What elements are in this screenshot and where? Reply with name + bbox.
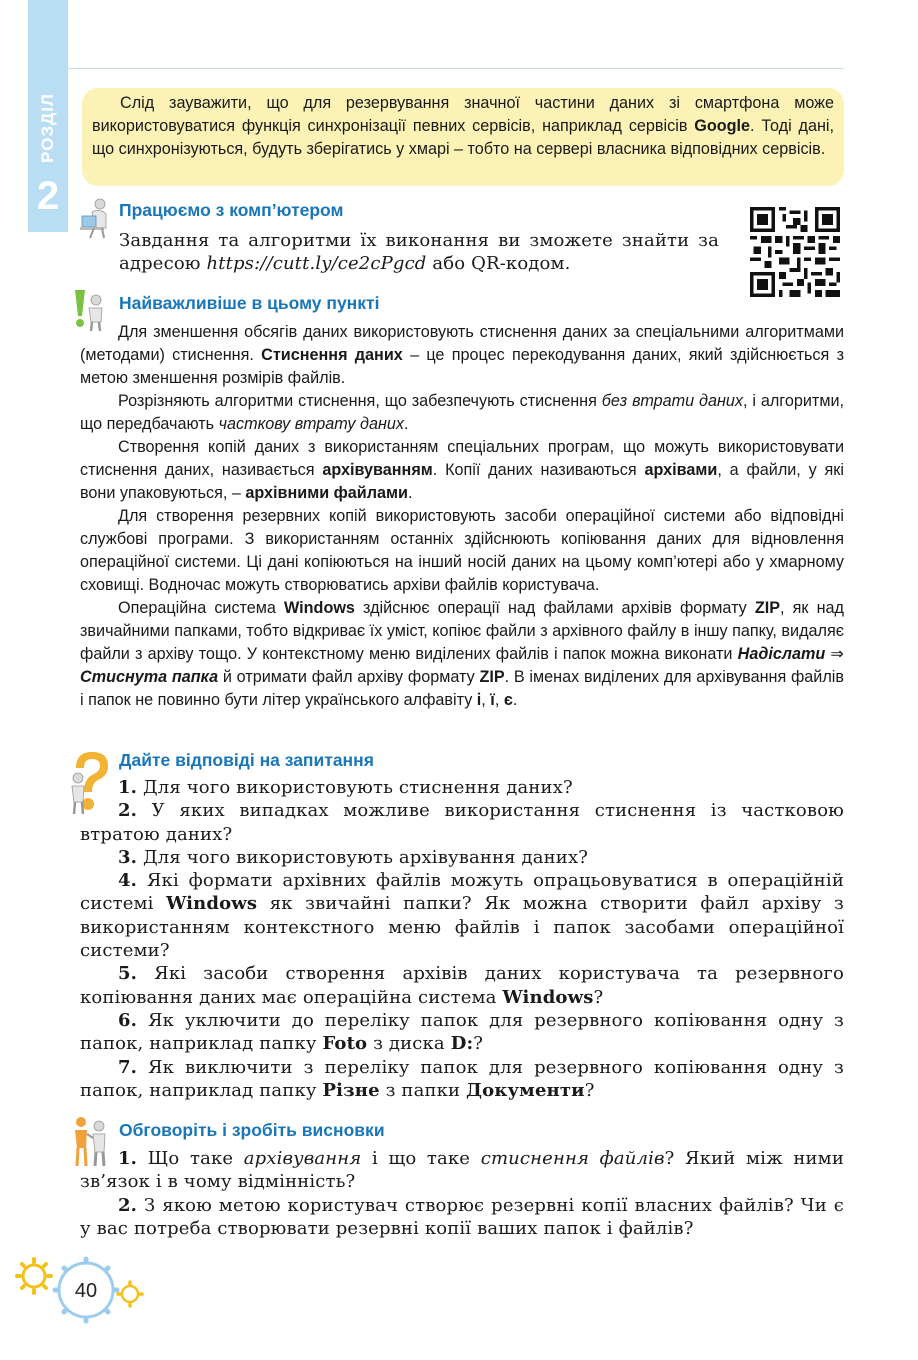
computer-text: Завдання та алгоритми їх виконання ви зможете знайти за адресою https://cutt.ly/ce2cPgcd або QR-кодом. — [119, 230, 719, 275]
note-box: Слід зауважити, що для резервування значної частини даних зі смартфона може використовуватися функція синхронізації певних сервісів, наприклад сервісів Google. Тоді дані, що синхронізуються, будуть зберігатись у хмарі – тобто на сервері власника відповідних сервісів. — [82, 88, 844, 186]
question-3: 3. Для чого використовують архівування даних? — [118, 846, 589, 868]
question-7: 7. Як виключити з переліку папок для резервного копіювання одну з папок, наприклад папку Різне з папки Документи? — [80, 1056, 844, 1101]
qr-code[interactable] — [750, 207, 840, 297]
chapter-number: 2 — [36, 174, 60, 218]
discuss-item-2: 2. З якою метою користувач створює резервні копії власних файлів? Чи є у вас потреба створювати резервні копії ваших папок і файлів? — [80, 1194, 844, 1239]
computer-heading: Працюємо з комп’ютером — [119, 200, 344, 220]
question-4: 4. Які формати архівних файлів можуть опрацьовуватися в операційній системі Windows як звичайні папки? Як можна створити файл архіву з використанням контекстного меню файлів і папок засобами операційної системи? — [80, 870, 844, 962]
person-at-computer-icon — [80, 198, 114, 240]
question-6: 6. Як уключити до переліку папок для резервного копіювання одну з папок, наприклад папку Foto з диска D:? — [80, 1009, 844, 1055]
page-number: 40 — [63, 1268, 109, 1314]
discuss-item-1: 1. Що таке архівування і що таке стиснення файлів? Який між ними зв’язок і в чому відмінність? — [80, 1148, 844, 1193]
questions-heading: Дайте відповіді на запитання — [119, 750, 374, 770]
discuss-list — [80, 1147, 844, 1240]
chapter-label: РОЗДІЛ — [38, 93, 57, 163]
header-rule — [68, 68, 844, 69]
chapter-tab — [28, 0, 68, 232]
summary-text: Для зменшення обсягів даних використовують стиснення даних за спеціальними алгоритмами (методами) стиснення. Стиснення даних – це процес перекодування даних, який здійснюється з метою зменшення розмірів файлів. Розрізняють алгоритми стиснення, що забезпечують стиснення без втрати даних, і алгоритми, що передбачають часткову втрату даних. Створення копій даних з використанням спеціальних програм, що можуть використовувати стиснення даних, називається архівуванням. Копії даних називаються архівами, а файли, у які вони упаковуються, – архівними файлами. Для створення резервних копій використовують засоби операційної системи або відповідні службові програми. З використанням останніх здійснюють копіювання даних для відновлення операційної системи. Ці дані копіюються на інший носій даних на цьому комп’ютері або у хмарному сховищі. Водночас можуть створюватись архіви файлів користувача. Операційна система Windows здійснює операції над файлами архівів формату ZIP, як над звичайними папками, тобто відкриває їх уміст, копіює файли з архівного файлу в іншу папку, видаляє файли з архіву тощо. У контекстному меню виділених файлів і папок можна виконати Надіслати ⇒ Стиснута папка й отримати файл архіву формату ZIP. В іменах виділених для архівування файлів і папок не повинно бути літер українського алфавіту і, ї, є. — [80, 323, 844, 709]
question-5: 5. Які засоби створення архівів даних користувача та резервного копіювання даних має операційна система Windows? — [80, 963, 844, 1008]
question-2: 2. У яких випадках можливе використання стиснення із частковою втратою даних? — [80, 800, 844, 845]
summary-heading: Найважливіше в цьому пункті — [119, 293, 380, 313]
question-1: 1. Для чого використовують стиснення даних? — [118, 777, 573, 798]
discuss-heading: Обговоріть і зробіть висновки — [119, 1120, 385, 1140]
questions-list — [80, 776, 844, 1102]
task-url[interactable]: https://cutt.ly/ce2cPgcd — [206, 253, 427, 275]
